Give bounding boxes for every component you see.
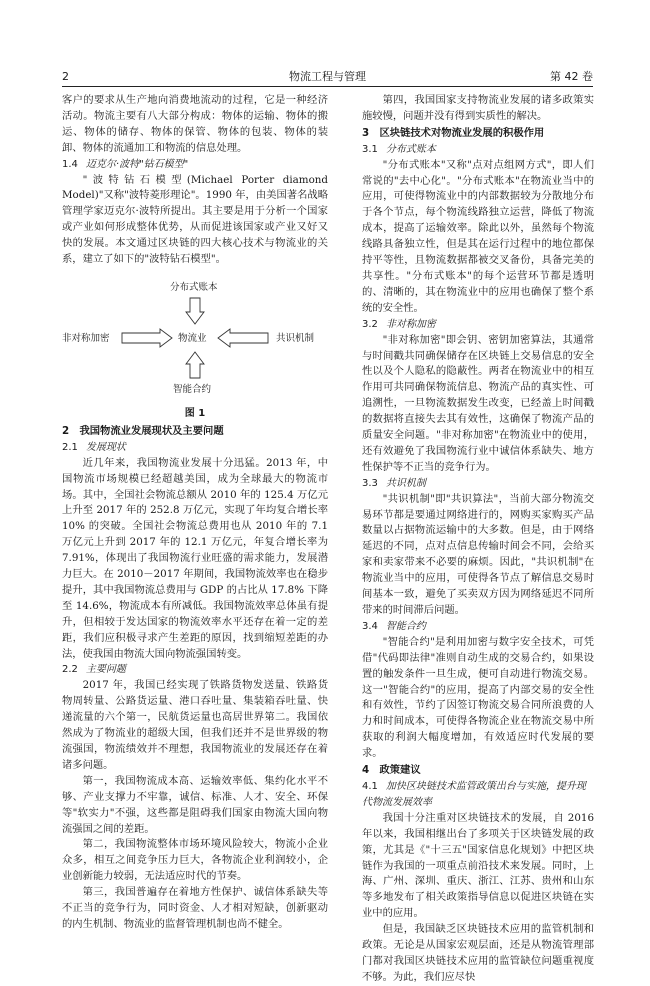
paragraph: "共识机制"即"共识算法"，当前大部分物流交易环节都是要通过网络进行的，网购买家购买产品数量以占据物流运输中的大多数。但是，由于网络延迟的不同，点对点信息传输时间会不同，会给买家和卖家带来不必要的麻烦。因此，"共识机制"在物流业当中的应用，可使得各节点了解信息交易时间基本一致，避免了买卖双方因为网络延迟不同所带来的时间滞后问题。: [362, 492, 594, 616]
paragraph: 第二，我国物流整体市场环境风险较大，物流小企业众多，相互之间竞争压力巨大，各物流企业利润较小，企业创新能力较弱，无法适应时代的节奏。: [62, 838, 328, 883]
paragraph: "波特钻石模型(Michael Porter diamond Model)"又称"波特菱形理论"。1990 年，由美国著名战略管理学家迈克尔·波特所提出。其主要是用于分析一个国家或产业如何形成整体优势，从而促进该国家或产业又好又快的发展。本文通过区块链的四大核心技术与物流业的关系，建立了如下的"波特钻石模型"。: [62, 173, 328, 266]
paragraph: "智能合约"是利用加密与数字安全技术，可凭借"代码即法律"准则自动生成的交易合约，如果设置的触发条件一旦生成，便可自动进行物流交易。这一"智能合约"的应用，提高了内部交易的安全性和有效性，节约了因签订物流交易合同所浪费的人力和时间成本，可使得各物流企业在物流交易中所获取的利润大幅度增加，有效适应时代发展的要求。: [362, 635, 594, 760]
node-smart-contract: 智能合约: [173, 383, 212, 395]
section-heading-3: 3 区块链技术对物流业发展的积极作用: [362, 126, 545, 139]
section-heading-2-1: 2.1 发展现状: [62, 441, 126, 453]
paragraph: 我国十分注重对区块链技术的发展，自 2016 年以来，我国相继出台了多项关于区块链发展的政策，尤其是《"十三五"国家信息化规划》中把区块链作为我国的一项重点前沿技术来发展。同时，上海、广州、深圳、重庆、浙江、江苏、贵州和山东等多地发布了相关政策指导信息以促进区块链在实业中的应用。: [362, 811, 594, 920]
paragraph: 但是，我国缺乏区块链技术应用的监管机制和政策。无论是从国家宏观层面，还是从物流管理部门都对我国区块链技术应用的监管缺位问题重视度不够。为此，我们应尽快: [362, 923, 594, 983]
node-consensus-mechanism: 共识机制: [276, 332, 315, 344]
header-rule: [62, 86, 593, 87]
paragraph: 客户的要求从生产地向消费地流动的过程，它是一种经济活动。物流主要有八大部分构成：物体的运输、物体的搬运、物体的储存、物体的保管、物体的包装、物体的装卸、物体的流通加工和物流的信息处理。: [62, 94, 328, 154]
running-header: [62, 69, 593, 85]
section-heading-4-1: 4.1 加快区块链技术监管政策出台与实施，提升现代物流发展效率: [362, 780, 586, 808]
arrow-left: [122, 329, 172, 347]
paragraph: 近几年来，我国物流业发展十分迅猛。2013 年，中国物流市场规模已经超越美国，成为全球最大的物流市场。其中，全国社会物流总额从 2010 年的 125.4 万亿元上升至 2017 年的 252.8 万亿元，实现了年均复合增长率 10% 的突破。全国社会物流总费用也从 2010 年的 7.1 万亿元上升到 2017 年的 12.1 万亿元，年复合增长率为 7.91%，体现出了我国物流行业旺盛的需求能力，发展潜力巨大。在 2010－2017 年期间，我国物流效率也在稳步提升，其中我国物流总费用与 GDP 的占比从 17.8% 下降至 14.6%，物流成本有所减低。我国物流效率总体虽有提升，但相较于发达国家的物流效率水平还存在着一定的差距，我们应积极寻求产生差距的原因，找到缩短差距的办法，使我国由物流大国向物流强国转变。: [62, 456, 328, 660]
node-logistics-industry: 物流业: [178, 332, 207, 344]
node-asymmetric-encryption: 非对称加密: [62, 332, 110, 344]
section-heading-2-2: 2.2 主要问题: [62, 664, 126, 676]
porter-diamond-figure: [62, 268, 328, 406]
arrow-right: [218, 329, 268, 347]
section-heading-1-4: 1.4 迈克尔·波特"钻石模型": [62, 158, 189, 170]
section-heading-3-4: 3.4 智能合约: [362, 620, 426, 632]
paragraph: 第一，我国物流成本高、运输效率低、集约化水平不够、产业支撑力不牢靠，诚信、标准、人才、安全、环保等"软实力"不强，这些都是阻碍我们国家由物流大国向物流强国之间的差距。: [62, 774, 328, 835]
section-heading-3-1: 3.1 分布式账本: [362, 143, 436, 155]
arrow-top: [186, 298, 204, 324]
journal-name: 物流工程与管理: [289, 70, 366, 83]
paragraph: 2017 年，我国已经实现了铁路货物发送量、铁路货物周转量、公路货运量、港口吞吐量、集装箱吞吐量、快递流量的六个第一，民航货运量也高居世界第二。我国依然成为了物流业的超级大国，但我们还并不是世界级的物流强国，物流绩效并不理想，我国物流业的发展还存在着诸多问题。: [62, 679, 328, 771]
paragraph: "分布式账本"又称"点对点组网方式"，即人们常说的"去中心化"。"分布式账本"在物流业当中的应用，可使得物流业中的内部数据较为分散地分布于各个节点，每个物流线路独立运营，降低了物流成本，提高了运输效率。除此以外，虽然每个物流线路具备独立性，但是其在运行过程中的地位都保持平等性，且物流数据都被交叉备份，具备完美的共享性。"分布式账本"的每个运营环节都是透明的、清晰的，其在物流业中的应用也确保了整个系统的安全性。: [362, 158, 594, 314]
section-heading-3-3: 3.3 共识机制: [362, 477, 426, 489]
section-heading-3-2: 3.2 非对称加密: [362, 318, 436, 330]
section-heading-4: 4 政策建议: [362, 764, 421, 777]
paragraph: "非对称加密"即会钥、密钥加密算法，其通常与时间戳共同确保储存在区块链上交易信息的安全性以及个人隐私的隐蔽性。两者在物流业中的相互作用可共同确保物流信息、物流产品的真实性、可追溯性，一旦物流数据发生改变，已经盖上时间戳的数据将直接失去其有效性，这确保了物流产品的质量安全问题。"非对称加密"在物流业中的使用，还有效避免了我国物流行业中诚信体系缺失、地方性保护等不正当的竞争行为。: [362, 333, 594, 473]
figure-caption: 图 1: [184, 407, 206, 419]
node-distributed-ledger: 分布式账本: [170, 281, 218, 293]
volume-label: 第 42 卷: [550, 70, 593, 83]
left-column: [62, 93, 328, 933]
arrow-bottom: [186, 352, 204, 378]
page-number: 2: [62, 70, 69, 83]
paragraph: 第三，我国普遍存在着地方性保护、诚信体系缺失等不正当的竞争行为，同时资金、人才相对短缺，创新驱动的内生机制、物流业的监督管理机制也尚不健全。: [62, 886, 328, 930]
right-column: [362, 93, 594, 986]
section-heading-2: 2 我国物流业发展现状及主要问题: [62, 424, 224, 437]
paragraph: 第四，我国国家支持物流业发展的诸多政策实施较慢，问题并没有得到实质性的解决。: [362, 94, 594, 122]
